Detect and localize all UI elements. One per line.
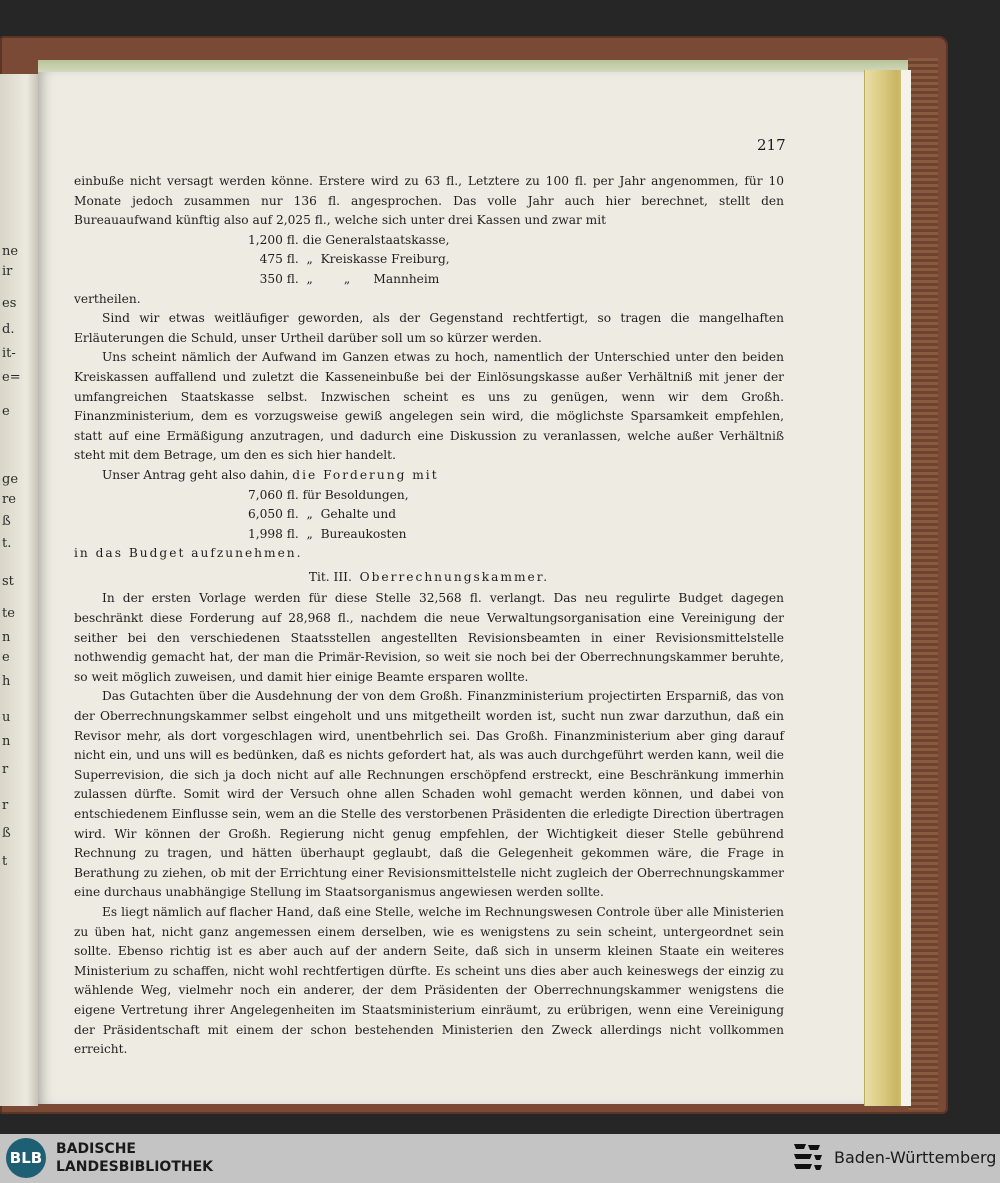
book-spine-edge	[908, 58, 938, 1110]
page-number: 217	[757, 136, 786, 154]
antrag-line	[74, 466, 784, 486]
left-page-fragment-text: st	[2, 574, 14, 589]
amount-line: 7,060 fl. für Besoldungen,	[248, 487, 409, 502]
library-name-line2: LANDESBIBLIOTHEK	[56, 1159, 214, 1175]
left-page-fragment-text: r	[2, 762, 9, 777]
left-page-fragment-text: u	[2, 710, 11, 725]
left-page-fragment-text: ne	[2, 244, 19, 259]
left-page-fragment-text: d.	[2, 322, 15, 337]
antrag-lead: Unser Antrag geht also dahin,	[102, 467, 289, 482]
paragraph: Es liegt nämlich auf flacher Hand, daß eine Stelle, welche im Rechnungswesen Controle über alle Ministerien zu üben hat, nicht ganz angemessen einem derselben, wie es wenigstens zu sein scheint, untergeordnet sein sollte. Ebenso richtig ist es aber auch auf der andern Seite, daß sich in unserm kleinen Staate ein weiteres Ministerium zu schaffen, nicht wohl rechtfertigen dürfte. Es scheint uns dies aber auch keineswegs der einzig zu wählende Weg, vielmehr noch ein anderer, der dem Präsidenten der Oberrechnungskammer wenigstens die eigene Vertretung ihrer Angelegenheiten im Staatsministerium einräumt, zu erübrigen, wenn eine Vereinigung der Präsidentschaft mit einem der schon bestehenden Ministerien den Zweck allerdings nicht vollkommen erreicht.	[74, 904, 784, 1057]
bw-coat-of-arms-icon[interactable]	[792, 1142, 824, 1176]
amount-line: 475 fl. „ Kreiskasse Freiburg,	[248, 252, 450, 267]
left-page-fragment-text: h	[2, 674, 11, 689]
library-name-line1: BADISCHE	[56, 1141, 136, 1157]
left-page-fragment-text: re	[2, 492, 16, 507]
footer-bar	[0, 1134, 1000, 1183]
amount-line: 1,200 fl. die Generalstaatskasse,	[248, 232, 450, 247]
left-page-fragment-text: te	[2, 606, 15, 621]
left-page-fragment-text: r	[2, 798, 9, 813]
left-page-fragment-text: ß	[2, 826, 11, 841]
state-name[interactable]: Baden-Württemberg	[834, 1148, 997, 1167]
left-page-fragment-text: it-	[2, 346, 16, 361]
left-page-fragment-text: ge	[2, 472, 19, 487]
left-page-fragment-text: t.	[2, 536, 12, 551]
amount-line: 1,998 fl. „ Bureaukosten	[248, 526, 407, 541]
paragraph: einbuße nicht versagt werden könne. Erstere wird zu 63 fl., Letztere zu 100 fl. per Jahr angenommen, für 10 Monate jedoch zusammen nur 136 fl. angesprochen. Das volle Jahr auch hier berechnet, stellt den Bureauaufwand künftig also auf 2,025 fl., welche sich unter drei Kassen und zwar mit	[74, 174, 784, 228]
antrag-spaced: die Forderung mit	[292, 467, 439, 482]
left-page-fragment	[0, 74, 38, 1106]
left-page-fragment-text: ir	[2, 264, 13, 279]
page-edges	[864, 70, 911, 1106]
page-content	[74, 172, 784, 1060]
budget-line: in das Budget aufzunehmen.	[74, 546, 303, 561]
library-name[interactable]	[56, 1140, 213, 1176]
blb-logo-icon[interactable]: BLB	[6, 1138, 46, 1178]
left-page-fragment-text: ß	[2, 514, 11, 529]
left-page-fragment-text: t	[2, 854, 8, 869]
paragraph: Uns scheint nämlich der Aufwand im Ganzen etwas zu hoch, namentlich der Unterschied unter den beiden Kreiskassen auffallend und zuletzt die Kasseneinbuße bei der Einlösungskasse außer Verhältniß mit jener der umfangreichen Staatskasse selbst. Inzwischen scheint es uns zu genügen, wenn wir dem Großh. Finanzministerium, dem es vorzugsweise gewiß angelegen sein wird, die möglichste Sparsamkeit empfehlen, statt auf eine Ermäßigung anzutragen, und dadurch eine Diskussion zu veranlassen, welche außer Verhältniß steht mit dem Betrage, um den es sich hier handelt.	[74, 350, 784, 463]
left-page-fragment-text: n	[2, 630, 11, 645]
amount-line: 350 fl. „ „ Mannheim	[248, 271, 440, 286]
paragraph: Das Gutachten über die Ausdehnung der von dem Großh. Finanzministerium projectirten Ersparniß, das von der Oberrechnungskammer selbst eingeholt und uns mitgetheilt worden ist, sucht nun zwar darzuthun, daß ein Revisor mehr, als dort vorgeschlagen wird, unentbehrlich sei. Das Großh. Finanzministerium aber ging darauf nicht ein, und uns will es bedünken, daß es nichts gefordert hat, als was auch durchgeführt werden kann, weil die Superrevision, die sich ja doch nicht auf alle Rechnungen erschöpfend erstreckt, eine Beschränkung immerhin zulassen dürfte. Somit wird der Versuch ohne allen Schaden wohl gemacht werden können, und dabei von entschiedenem Einflusse sein, wem an die Stelle des verstorbenen Präsidenten die erledigte Direction übertragen wird. Wir können der Großh. Regierung nicht genug empfehlen, der Wichtigkeit dieser Stelle gebührend Rechnung zu tragen, und hätten überhaupt geglaubt, daß die Gelegenheit gekommen wäre, die Frage in Berathung zu ziehen, ob mit der Errichtung einer Revisionsmittelstelle nicht zugleich der Oberrechnungskammer eine durchaus unabhängige Stellung im Staatsorganismus angewiesen werden sollte.	[74, 689, 784, 900]
left-page-fragment-text: e	[2, 404, 10, 419]
section-heading-name: Oberrechnungskammer.	[359, 569, 550, 584]
left-page-fragment-text: e=	[2, 370, 21, 385]
paragraph: vertheilen.	[74, 291, 141, 306]
paragraph: In der ersten Vorlage werden für diese Stelle 32,568 fl. verlangt. Das neu regulirte Budget dagegen beschränkt diese Forderung auf 28,968 fl., nachdem die neue Verwaltungsorganisation eine Vereinigung der seither bei den verschiedenen Staatsstellen angestellten Revisionsbeamten in einer Revisionsmittelstelle nothwendig gemacht hat, der man die Primär-Revision, so weit sie noch bei der Oberrechnungskammer beruhte, so weit möglich zuweisen, und damit hier einige Beamte ersparen wollte.	[74, 591, 784, 684]
left-page-fragment-text: e	[2, 650, 10, 665]
left-page-fragment-text: es	[2, 296, 17, 311]
left-page-fragment-text: n	[2, 734, 11, 749]
section-heading-tit: Tit. III.	[308, 569, 352, 584]
section-heading	[74, 568, 784, 588]
paragraph: Sind wir etwas weitläufiger geworden, als der Gegenstand rechtfertigt, so tragen die mangelhaften Erläuterungen die Schuld, unser Urtheil darüber soll um so kürzer werden.	[74, 311, 784, 345]
amount-line: 6,050 fl. „ Gehalte und	[248, 507, 397, 522]
